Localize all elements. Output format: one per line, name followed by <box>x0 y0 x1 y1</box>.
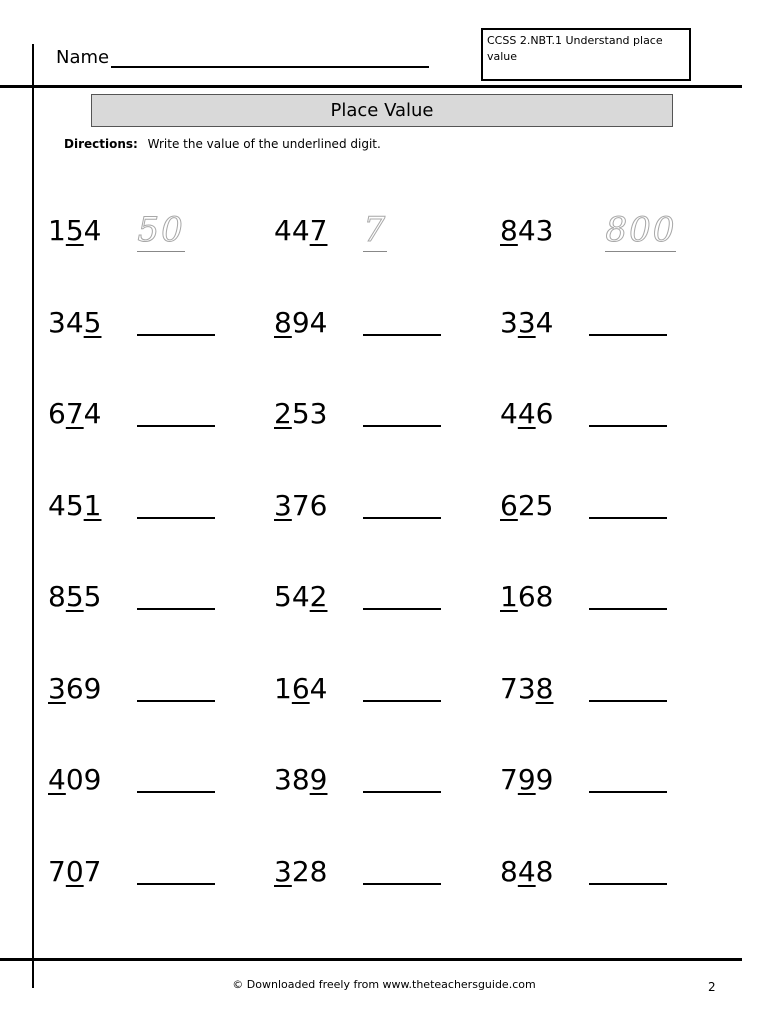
problem-number <box>500 397 553 430</box>
digit: 2 <box>291 854 310 888</box>
problem-number <box>500 763 553 796</box>
underlined-digit: 3 <box>517 305 536 339</box>
header-divider-line <box>0 85 742 88</box>
digit: 6 <box>309 488 328 522</box>
answer-blank[interactable] <box>137 674 215 702</box>
answer-blank[interactable] <box>363 491 441 519</box>
digit: 4 <box>309 671 328 705</box>
problem-item <box>48 485 215 525</box>
problem-item <box>274 759 441 799</box>
underlined-digit: 3 <box>274 488 292 522</box>
name-blank-line <box>111 46 429 68</box>
underlined-digit: 9 <box>309 762 328 796</box>
underlined-digit: 0 <box>65 854 84 888</box>
answer-blank[interactable] <box>363 857 441 885</box>
problem-item <box>500 576 667 616</box>
digit: 4 <box>291 579 310 613</box>
problem-number <box>274 672 327 705</box>
underlined-digit: 5 <box>65 213 84 247</box>
problem-number <box>48 214 101 247</box>
underlined-digit: 7 <box>65 396 84 430</box>
problem-number <box>274 214 327 247</box>
example-answer: 7 <box>363 210 388 250</box>
problem-number <box>500 306 553 339</box>
digit: 4 <box>309 305 328 339</box>
digit: 1 <box>48 213 66 247</box>
underlined-digit: 1 <box>500 579 518 613</box>
digit: 9 <box>83 762 102 796</box>
digit: 7 <box>48 854 66 888</box>
digit: 4 <box>83 213 102 247</box>
underlined-digit: 3 <box>274 854 292 888</box>
answer-blank[interactable] <box>363 674 441 702</box>
worksheet-title: Place Value <box>330 100 434 121</box>
problem-item <box>48 210 185 250</box>
answer-blank[interactable] <box>137 857 215 885</box>
underlined-digit: 4 <box>517 396 536 430</box>
problem-number <box>48 397 101 430</box>
problem-item <box>500 851 667 891</box>
example-answer: 800 <box>605 210 677 250</box>
problem-item <box>48 576 215 616</box>
problem-item <box>500 210 676 250</box>
example-answer: 50 <box>137 210 185 250</box>
digit: 6 <box>535 396 554 430</box>
digit: 4 <box>535 305 554 339</box>
problem-number <box>48 580 101 613</box>
digit: 8 <box>535 579 554 613</box>
problem-number <box>48 306 101 339</box>
digit: 7 <box>500 762 518 796</box>
digit: 5 <box>83 579 102 613</box>
answer-blank[interactable] <box>363 582 441 610</box>
answer-blank[interactable] <box>589 857 667 885</box>
underlined-digit: 5 <box>65 579 84 613</box>
footer-divider-line <box>0 958 742 961</box>
name-label: Name <box>56 47 110 68</box>
underlined-digit: 6 <box>500 488 518 522</box>
digit: 1 <box>274 671 292 705</box>
digit: 6 <box>517 579 536 613</box>
problem-number <box>500 672 553 705</box>
underlined-digit: 7 <box>309 213 328 247</box>
answer-blank[interactable] <box>589 582 667 610</box>
digit: 9 <box>83 671 102 705</box>
problem-item <box>48 851 215 891</box>
digit: 7 <box>291 488 310 522</box>
problem-item <box>500 759 667 799</box>
problem-number <box>48 855 101 888</box>
directions <box>64 137 381 151</box>
problem-number <box>274 580 327 613</box>
standard-box <box>481 28 691 81</box>
problem-number <box>500 855 553 888</box>
answer-blank[interactable] <box>363 308 441 336</box>
digit: 3 <box>48 305 66 339</box>
problem-number <box>48 763 101 796</box>
digit: 4 <box>500 396 518 430</box>
problem-item <box>274 210 387 250</box>
answer-blank[interactable] <box>137 765 215 793</box>
problem-number <box>500 214 553 247</box>
digit: 3 <box>517 671 536 705</box>
answer-blank[interactable] <box>363 399 441 427</box>
digit: 3 <box>500 305 518 339</box>
answer-blank[interactable] <box>589 491 667 519</box>
digit: 4 <box>274 213 292 247</box>
directions-text: Write the value of the underlined digit. <box>147 137 381 151</box>
digit: 8 <box>500 854 518 888</box>
digit: 7 <box>500 671 518 705</box>
problem-number <box>274 855 327 888</box>
standard-text: CCSS 2.NBT.1 Understand place value <box>487 34 663 63</box>
digit: 3 <box>535 213 554 247</box>
answer-blank[interactable] <box>589 765 667 793</box>
digit: 8 <box>48 579 66 613</box>
digit: 8 <box>309 854 328 888</box>
problem-item <box>274 851 441 891</box>
answer-blank[interactable] <box>137 491 215 519</box>
underlined-digit: 4 <box>48 762 66 796</box>
problem-item <box>500 668 667 708</box>
digit: 6 <box>65 671 84 705</box>
problem-item <box>274 668 441 708</box>
problem-item <box>500 393 667 433</box>
problem-item <box>48 668 215 708</box>
problem-number <box>500 489 553 522</box>
underlined-digit: 3 <box>48 671 66 705</box>
problem-item <box>274 485 441 525</box>
footer-credit: © Downloaded freely from www.theteachersguide.com <box>232 978 536 991</box>
digit: 4 <box>65 305 84 339</box>
problem-item <box>48 393 215 433</box>
digit: 4 <box>48 488 66 522</box>
problem-item <box>48 302 215 342</box>
problem-number <box>48 672 101 705</box>
problem-number <box>274 763 327 796</box>
problem-number <box>274 397 327 430</box>
problem-item <box>274 393 441 433</box>
underlined-digit: 9 <box>517 762 536 796</box>
digit: 2 <box>517 488 536 522</box>
digit: 8 <box>535 854 554 888</box>
underlined-digit: 8 <box>500 213 518 247</box>
digit: 4 <box>291 213 310 247</box>
problem-number <box>500 580 553 613</box>
underlined-digit: 5 <box>83 305 102 339</box>
digit: 0 <box>65 762 84 796</box>
answer-blank[interactable] <box>589 674 667 702</box>
digit: 3 <box>274 762 292 796</box>
underlined-digit: 4 <box>517 854 536 888</box>
answer-blank[interactable] <box>589 308 667 336</box>
underlined-digit: 2 <box>309 579 328 613</box>
underlined-digit: 6 <box>291 671 310 705</box>
page-number: 2 <box>708 980 716 994</box>
digit: 3 <box>309 396 328 430</box>
answer-blank[interactable] <box>137 399 215 427</box>
underlined-digit: 8 <box>274 305 292 339</box>
worksheet-title-bar <box>91 94 673 127</box>
problem-item <box>274 576 441 616</box>
name-field <box>56 46 429 68</box>
digit: 8 <box>291 762 310 796</box>
problem-item <box>48 759 215 799</box>
answer-blank[interactable] <box>589 399 667 427</box>
underlined-digit: 1 <box>83 488 102 522</box>
underlined-digit: 2 <box>274 396 292 430</box>
digit: 4 <box>517 213 536 247</box>
digit: 7 <box>83 854 102 888</box>
answer-blank[interactable] <box>363 765 441 793</box>
digit: 5 <box>535 488 554 522</box>
underlined-digit: 8 <box>535 671 554 705</box>
problem-item <box>500 485 667 525</box>
problem-number <box>48 489 101 522</box>
problem-number <box>274 489 327 522</box>
digit: 5 <box>291 396 310 430</box>
digit: 4 <box>83 396 102 430</box>
digit: 5 <box>274 579 292 613</box>
margin-vertical-line <box>32 44 34 988</box>
answer-blank[interactable] <box>137 582 215 610</box>
digit: 9 <box>291 305 310 339</box>
problem-number <box>274 306 327 339</box>
digit: 6 <box>48 396 66 430</box>
digit: 5 <box>65 488 84 522</box>
problem-item <box>500 302 667 342</box>
directions-label: Directions: <box>64 137 138 151</box>
digit: 9 <box>535 762 554 796</box>
answer-blank[interactable] <box>137 308 215 336</box>
problem-item <box>274 302 441 342</box>
